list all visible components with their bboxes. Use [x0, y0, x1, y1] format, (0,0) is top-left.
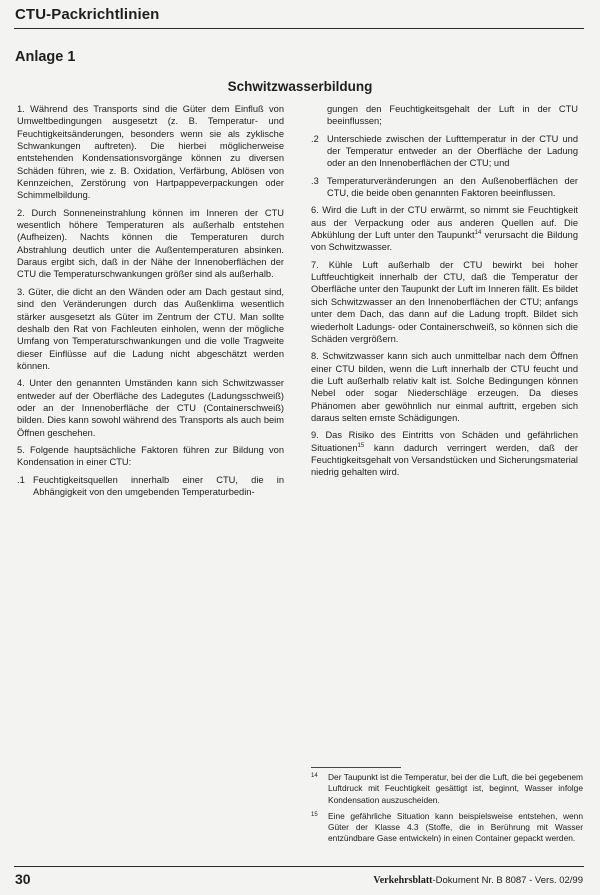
paragraph-8: 8. Schwitzwasser kann sich auch unmittelbar nach dem Öffnen einer CTU bilden, wenn die Luft innerhalb der CTU feucht und die Luft außerhalb relativ kalt ist. Solche Bedingungen können Nebel oder sogar Niederschläge erzeugen. Da dieses Phänomen aber gewöhnlich nur einmal auftritt, ergeben sich daraus selten ernste Schädigungen. — [311, 351, 578, 423]
header-rule — [14, 28, 584, 29]
footnote-14 — [311, 772, 583, 806]
footer-doc-number: -Dokument Nr. B 8087 - Vers. 02/99 — [432, 875, 583, 886]
footer-rule — [14, 866, 584, 867]
right-column — [311, 103, 578, 484]
subitem-text: Temperaturveränderungen an den Außenoberflächen der CTU, die beide oben genannten Faktoren beeinflussen. — [327, 175, 578, 199]
footer-brand: Verkehrsblatt — [373, 875, 433, 886]
footnote-ref-14: 14 — [474, 230, 482, 237]
subitem-5-3 — [311, 175, 578, 200]
footnote-text: Der Taupunkt ist die Temperatur, bei der die Luft, die bei gegebenem Luftdruck mit Feuchtigkeit gesättigt ist, beginnt, Wasser infolge Kondensation auszuscheiden. — [328, 772, 583, 805]
paragraph-9-text-a: 9. Das Risiko des Eintritts von Schäden und gefährlichen Situationen — [311, 430, 578, 453]
footnote-text: Eine gefährliche Situation kann beispielsweise entstehen, wenn Güter der Klasse 4.3 (Stoffe, die in Berührung mit Wasser entzündbare Gase entwickeln) in einen Container gepackt werden. — [328, 810, 583, 844]
footnote-number: 14 — [311, 773, 318, 779]
footnote-15 — [311, 811, 583, 845]
subitem-number: .3 — [311, 175, 319, 186]
paragraph-7: 7. Kühle Luft außerhalb der CTU bewirkt bei hoher Luftfeuchtigkeit innerhalb der CTU, daß die Temperatur der Oberfläche unter den Taupunkt der Luft im Inneren fällt. Es bildet sich Schwitzwasser an den Innenoberflächen der CTU; anfangs unter dem Dach, das dann auf die Ladung tropft. Bildet sich wiederholt Ladungs- oder Containerschweiß, so können sich die Schäden vergrößern. — [311, 259, 578, 344]
footnote-rule — [311, 767, 401, 768]
footnotes — [311, 772, 583, 850]
running-header-title: CTU-Packrichtlinien — [15, 6, 160, 23]
footer-document-reference — [373, 875, 583, 886]
annex-label: Anlage 1 — [15, 49, 76, 65]
page-number: 30 — [15, 871, 31, 887]
footnote-number: 15 — [311, 811, 318, 818]
paragraph-6-text-a: 6. Wird die Luft in der CTU erwärmt, so nimmt sie Feuchtigkeit aus der Verpackung oder aus anderen Quellen auf. Die Abkühlung der Luft unter den Taupunkt — [311, 205, 578, 241]
paragraph-9-text-b: kann dadurch verringert werden, daß der Feuchtigkeitsgehalt von Versandstücken und Sicherungsmaterial niedrig gehalten wird. — [311, 442, 578, 478]
paragraph-1: 1. Während des Transports sind die Güter dem Einfluß von Umweltbedingungen ausgesetzt (z. B. Temperatur- und Feuchtigkeitsänderungen, besonders wenn sie als zyklische Schwankungen auftreten). Die hierbei möglicherweise entstehenden Kondensationsvorgänge können zu diversen Schäden führen, wie z. B. Oxidation, Verfärbung, Ablösen von Kennzeichen, Zerstörung von Hartpappeverpackungen oder Schimmelbildung. — [17, 104, 284, 201]
left-column — [17, 103, 284, 503]
paragraph-6 — [311, 204, 578, 253]
subitem-5-1-continued: gungen den Feuchtigkeitsgehalt der Luft in der CTU beeinflussen; — [327, 104, 578, 127]
subitem-text: Feuchtigkeitsquellen innerhalb einer CTU, die in Abhängigkeit von den umgebenden Temperaturbedin- — [33, 474, 284, 497]
subitem-5-1 — [17, 474, 284, 499]
paragraph-5: 5. Folgende hauptsächliche Faktoren führen zur Bildung von Kondensation in einer CTU: — [17, 444, 284, 468]
subitem-number: .2 — [311, 133, 319, 144]
footnote-ref-15: 15 — [357, 442, 365, 449]
paragraph-6-text-b: verursacht die Bildung von Schwitzwasser. — [311, 230, 578, 253]
subitem-5-2 — [311, 133, 578, 170]
paragraph-4: 4. Unter den genannten Umständen kann sich Schwitzwasser entweder auf der Oberfläche des Ladegutes (Ladungsschweiß) oder an der Innenoberfläche der CTU (Containerschweiß) bilden. Dies kann sowohl während des Transports als auch beim Öffnen geschehen. — [17, 378, 284, 438]
subitem-text: Unterschiede zwischen der Lufttemperatur in der CTU und der Temperatur entweder an der Oberfläche der Ladung oder an den Innenoberflächen der CTU; und — [327, 133, 578, 169]
paragraph-2: 2. Durch Sonneneinstrahlung können im Inneren der CTU wesentlich höhere Temperaturen als außerhalb entstehen (Aufheizen). Nachts können die Temperaturen durch Abstrahlung deutlich unter die Außentemperaturen absinken. Daraus ergibt sich, daß in der Nähe der Innenoberflächen der CTU die Temperaturschwankungen größer sind als außerhalb. — [17, 207, 284, 280]
paragraph-3: 3. Güter, die dicht an den Wänden oder am Dach gestaut sind, sind den Veränderungen durch das Außenklima wesentlich stärker ausgesetzt als Güter im Zentrum der CTU. Man sollte deshalb den Rat von Fachleuten einholen, wenn der mögliche Umfang von Temperaturschwankungen und die volle Tragweite dieser Einflüsse auf die Ladung nicht abgeschätzt werden können. — [17, 286, 284, 371]
subitem-number: .1 — [17, 474, 25, 485]
document-title: Schwitzwasserbildung — [227, 79, 373, 94]
paragraph-9 — [311, 429, 578, 478]
